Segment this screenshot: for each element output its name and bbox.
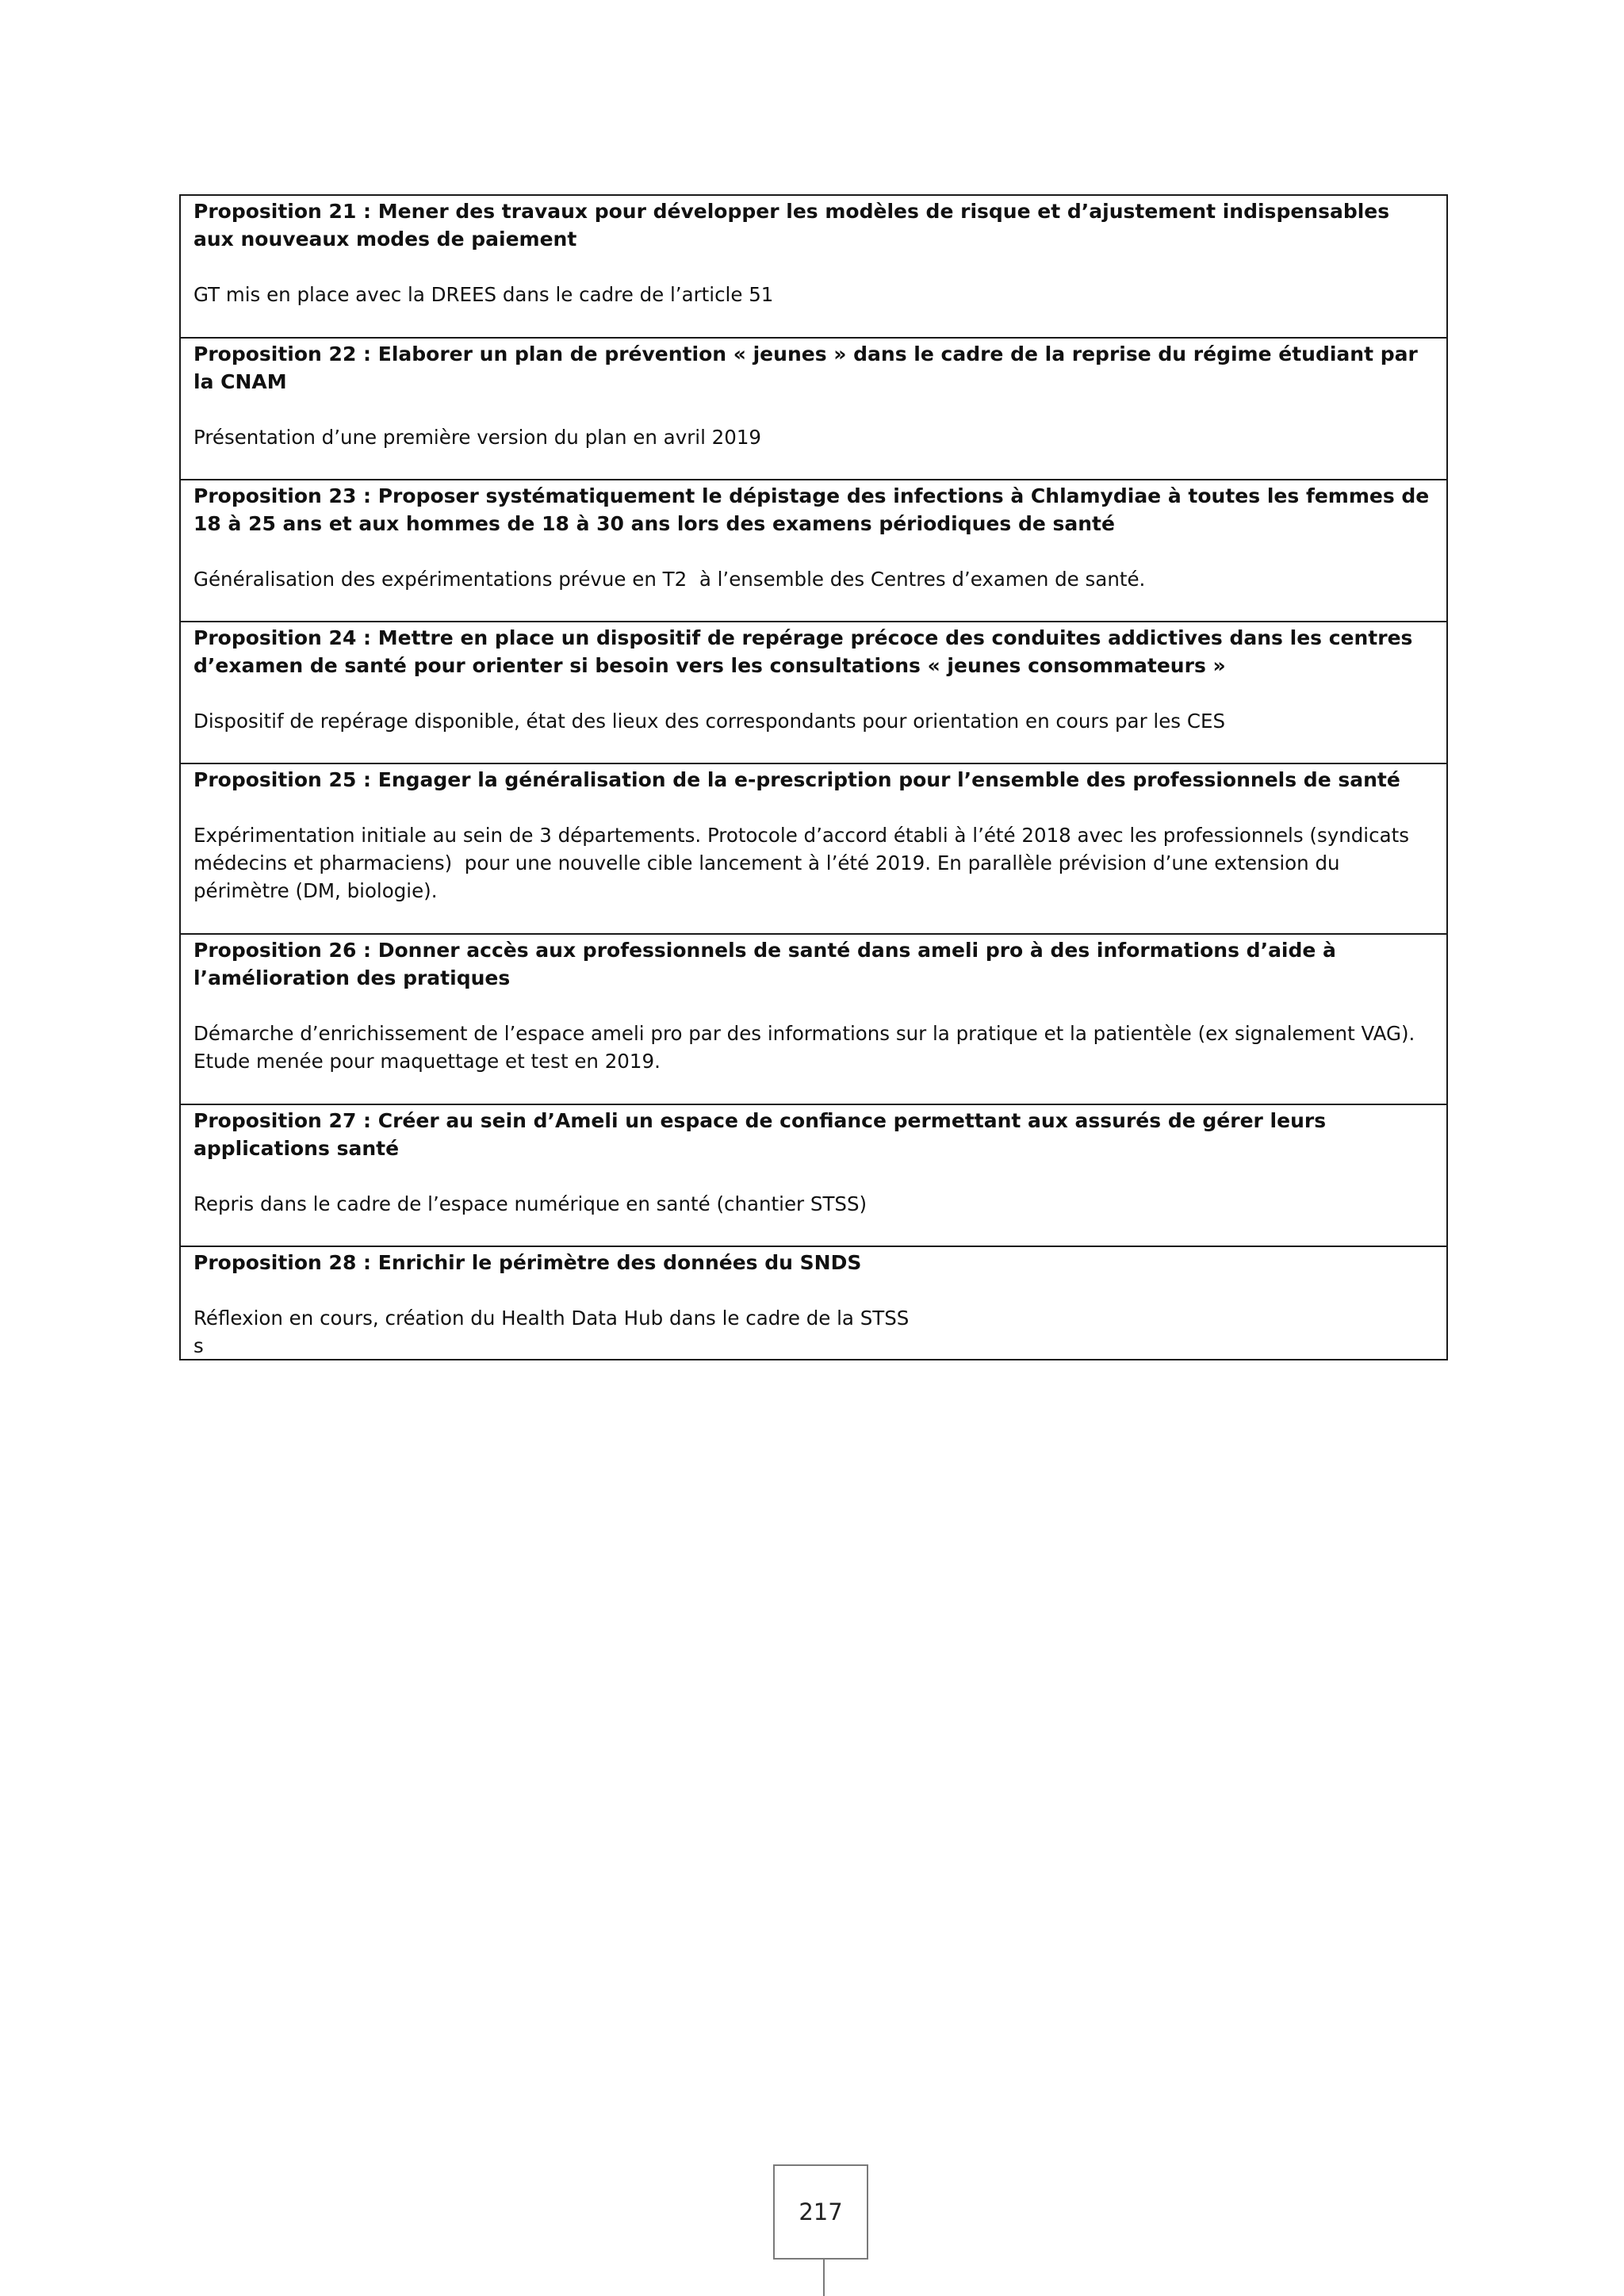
proposition-row-23 [181, 479, 1446, 621]
page-number-connector [823, 2260, 825, 2296]
page-number: 217 [773, 2164, 868, 2260]
proposition-status: Repris dans le cadre de l’espace numérique en santé (chantier STSS) [193, 1192, 868, 1215]
proposition-row-27 [181, 1104, 1446, 1246]
proposition-status: GT mis en place avec la DREES dans le cadre de l’article 51 [193, 283, 774, 306]
proposition-status: Présentation d’une première version du plan en avril 2019 [193, 426, 762, 449]
proposition-status: Démarche d’enrichissement de l’espace ameli pro par des informations sur la pratique et la patientèle (ex signalement VAG). Etude menée pour maquettage et test en 2019. [193, 1022, 1422, 1073]
proposition-title: Proposition 28 : Enrichir le périmètre des données du SNDS [193, 1251, 862, 1274]
proposition-row-21 [181, 196, 1446, 337]
proposition-row-24 [181, 621, 1446, 763]
proposition-status: Expérimentation initiale au sein de 3 départements. Protocole d’accord établi à l’été 2018 avec les professionnels (syndicats médecins et pharmaciens) pour une nouvelle cible lancement à l’été 2019. En parallèle prévision d’une extension du périmètre (DM, biologie). [193, 824, 1415, 902]
proposition-title: Proposition 25 : Engager la généralisation de la e-prescription pour l’ensemble des professionnels de santé [193, 768, 1400, 791]
proposition-title: Proposition 21 : Mener des travaux pour développer les modèles de risque et d’ajustement indispensables aux nouveaux modes de paiement [193, 200, 1390, 251]
proposition-row-22 [181, 337, 1446, 479]
proposition-row-26 [181, 933, 1446, 1104]
proposition-status: Généralisation des expérimentations prévue en T2 à l’ensemble des Centres d’examen de santé. [193, 568, 1146, 591]
proposition-status: Dispositif de repérage disponible, état des lieux des correspondants pour orientation en cours par les CES [193, 710, 1226, 733]
proposition-row-25 [181, 763, 1446, 933]
proposition-row-28 [181, 1246, 1446, 1359]
propositions-table [179, 194, 1448, 1360]
proposition-title: Proposition 23 : Proposer systématiquement le dépistage des infections à Chlamydiae à toutes les femmes de 18 à 25 ans et aux hommes de 18 à 30 ans lors des examens périodiques de santé [193, 484, 1430, 535]
proposition-title: Proposition 27 : Créer au sein d’Ameli un espace de confiance permettant aux assurés de gérer leurs applications santé [193, 1109, 1327, 1160]
proposition-status: Réflexion en cours, création du Health Data Hub dans le cadre de la STSS s [193, 1307, 910, 1357]
proposition-title: Proposition 22 : Elaborer un plan de prévention « jeunes » dans le cadre de la reprise du régime étudiant par la CNAM [193, 342, 1418, 393]
proposition-title: Proposition 26 : Donner accès aux professionnels de santé dans ameli pro à des informations d’aide à l’amélioration des pratiques [193, 939, 1336, 989]
proposition-title: Proposition 24 : Mettre en place un dispositif de repérage précoce des conduites addictives dans les centres d’examen de santé pour orienter si besoin vers les consultations « jeunes consommateurs » [193, 626, 1413, 677]
